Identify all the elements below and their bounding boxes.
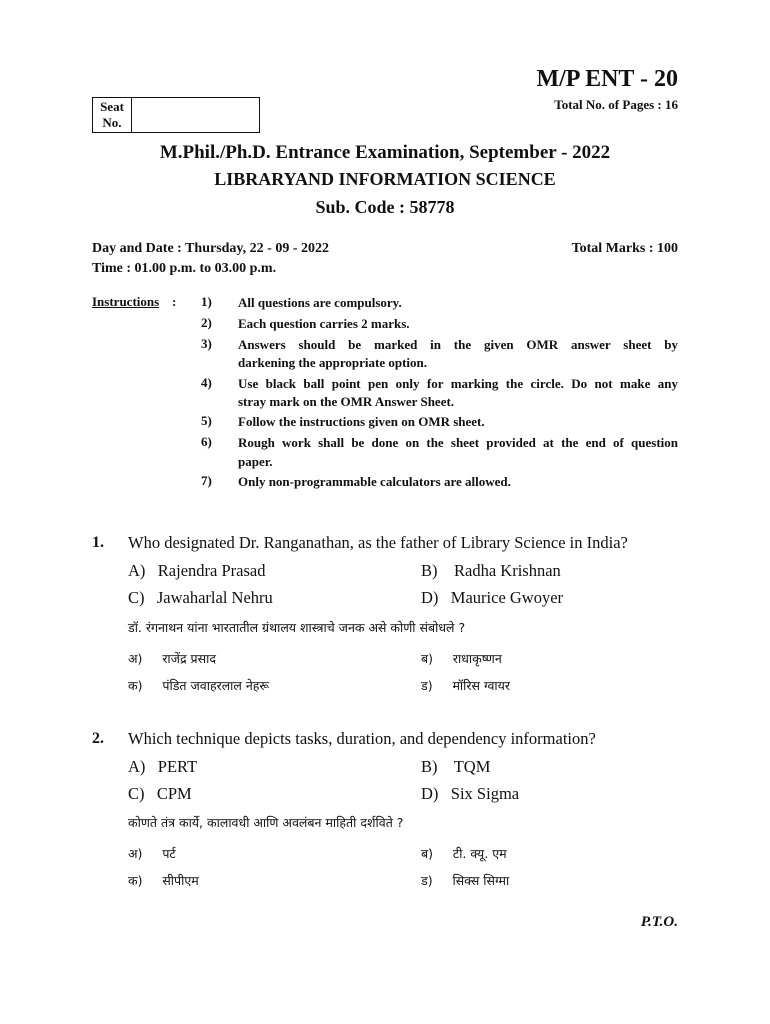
option-text: Jawaharlal Nehru (156, 588, 273, 607)
total-marks: Total Marks : 100 (571, 241, 678, 256)
instruction-number: 7) (201, 473, 212, 488)
seat-label-line1: Seat (100, 99, 124, 114)
seat-number-label (93, 98, 132, 132)
option-c-marathi (128, 872, 199, 889)
instruction-number: 3) (201, 336, 212, 351)
instruction-number: 1) (201, 294, 212, 309)
option-label: B) (421, 561, 438, 580)
option-label: अ) (128, 651, 143, 666)
instruction-number: 5) (201, 413, 212, 428)
option-c (128, 784, 192, 804)
instruction-text: Follow the instructions given on OMR sheet. (238, 414, 485, 429)
option-label: अ) (128, 846, 143, 861)
option-label: A) (128, 757, 146, 776)
question-text-marathi: डॉ. रंगनाथन यांना भारतातील ग्रंथालय शास्त्राचे जनक असे कोणी संबोधले ? (128, 620, 466, 635)
question-number: 1. (92, 534, 104, 551)
option-label: D) (421, 784, 439, 803)
option-label: क) (128, 678, 143, 693)
option-label: B) (421, 757, 438, 776)
instruction-text: Rough work shall be done on the sheet provided at the end of question (238, 435, 678, 450)
option-text: सीपीएम (162, 873, 199, 888)
exam-time: Time : 01.00 p.m. to 03.00 p.m. (92, 261, 277, 276)
option-b (421, 561, 561, 581)
option-c (128, 588, 273, 608)
instruction-text: Only non-programmable calculators are allowed. (238, 474, 511, 489)
option-text: CPM (156, 784, 192, 803)
option-d-marathi (421, 872, 509, 889)
question-number: 2. (92, 730, 104, 747)
option-label: ड) (421, 873, 433, 888)
instruction-number: 4) (201, 375, 212, 390)
option-a-marathi (128, 845, 176, 862)
question-text: Who designated Dr. Ranganathan, as the father of Library Science in India? (128, 533, 628, 552)
option-text: टी. क्यू. एम (452, 846, 507, 861)
option-b-marathi (421, 845, 507, 862)
instruction-text-cont: stray mark on the OMR Answer Sheet. (238, 394, 455, 409)
option-text: पर्ट (162, 846, 176, 861)
seat-number-box (92, 97, 260, 133)
instruction-text: Each question carries 2 marks. (238, 316, 410, 331)
option-text: Rajendra Prasad (157, 561, 266, 580)
please-turn-over: P.T.O. (640, 914, 678, 930)
option-d (421, 588, 563, 608)
option-label: ड) (421, 678, 433, 693)
instruction-number: 2) (201, 315, 212, 330)
paper-code: M/P ENT - 20 (536, 66, 678, 92)
option-a-marathi (128, 650, 216, 667)
seat-number-field (132, 98, 259, 132)
option-label: A) (128, 561, 146, 580)
option-text: Maurice Gwoyer (450, 588, 564, 607)
option-b-marathi (421, 650, 502, 667)
option-label: C) (128, 784, 145, 803)
day-date: Day and Date : Thursday, 22 - 09 - 2022 (92, 241, 329, 256)
option-label: C) (128, 588, 145, 607)
option-label: क) (128, 873, 143, 888)
option-d (421, 784, 519, 804)
option-text: PERT (157, 757, 198, 776)
subject-title: LIBRARYAND INFORMATION SCIENCE (214, 169, 556, 189)
option-text: पंडित जवाहरलाल नेहरू (162, 678, 270, 693)
option-label: ब) (421, 846, 434, 861)
option-a (128, 757, 197, 777)
instruction-number: 6) (201, 434, 212, 449)
instruction-text: All questions are compulsory. (238, 295, 402, 310)
option-text: मॉरिस ग्वायर (452, 678, 511, 693)
option-d-marathi (421, 677, 510, 694)
question-text-marathi: कोणते तंत्र कार्ये, कालावधी आणि अवलंबन माहिती दर्शविते ? (128, 815, 404, 830)
instruction-text-cont: darkening the appropriate option. (238, 355, 428, 370)
seat-label-line2: No. (102, 115, 122, 130)
question-text: Which technique depicts tasks, duration, and dependency information? (128, 729, 596, 748)
option-text: सिक्स सिग्मा (452, 873, 510, 888)
option-text: TQM (453, 757, 491, 776)
option-c-marathi (128, 677, 269, 694)
instruction-text-cont: paper. (238, 454, 273, 469)
option-text: Radha Krishnan (454, 561, 561, 580)
exam-title: M.Phil./Ph.D. Entrance Examination, September - 2022 (159, 142, 611, 163)
option-text: Six Sigma (450, 784, 520, 803)
instruction-text: Use black ball point pen only for marking the circle. Do not make any (238, 376, 678, 391)
sub-code: Sub. Code : 58778 (315, 197, 455, 217)
option-label: D) (421, 588, 439, 607)
option-a (128, 561, 265, 581)
option-text: राजेंद्र प्रसाद (162, 651, 216, 666)
instructions-colon: : (172, 294, 177, 309)
option-text: राधाकृष्णन (452, 651, 502, 666)
instructions-label: Instructions (92, 294, 160, 309)
option-label: ब) (421, 651, 434, 666)
instruction-text: Answers should be marked in the given OMR answer sheet by (238, 337, 678, 352)
option-b (421, 757, 490, 777)
total-pages: Total No. of Pages : 16 (554, 97, 678, 112)
